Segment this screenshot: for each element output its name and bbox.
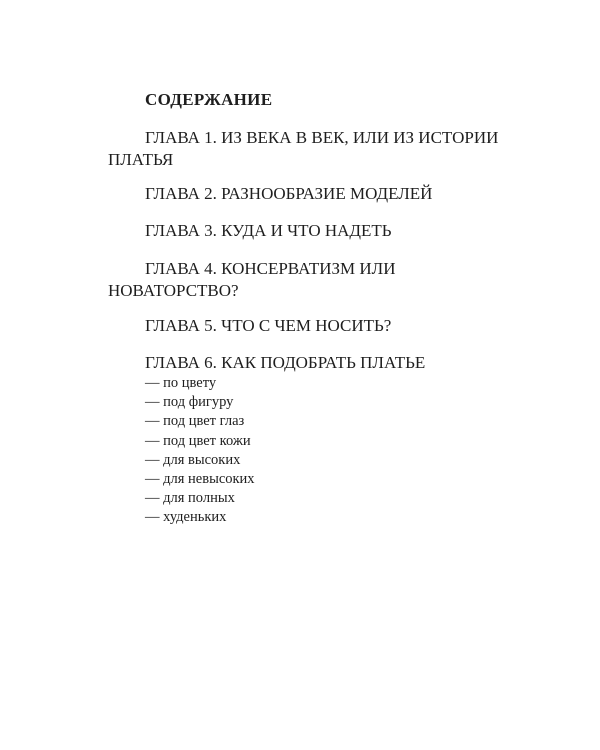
chapter-3 <box>108 220 518 242</box>
chapter-1-line-2: ПЛАТЬЯ <box>108 150 174 169</box>
list-item: — под цвет глаз <box>145 413 245 430</box>
chapter-1 <box>108 127 518 171</box>
list-item: — под фигуру <box>145 394 234 411</box>
chapter-4 <box>108 258 518 302</box>
chapter-6-subitems <box>145 374 255 528</box>
chapter-2-line-1: ГЛАВА 2. РАЗНООБРАЗИЕ МОДЕЛЕЙ <box>145 184 433 203</box>
chapter-4-line-2: НОВАТОРСТВО? <box>108 281 239 300</box>
chapter-3-line-1: ГЛАВА 3. КУДА И ЧТО НАДЕТЬ <box>145 221 392 240</box>
chapter-6 <box>108 352 518 374</box>
list-item: — под цвет кожи <box>145 432 251 449</box>
chapter-6-line-1: ГЛАВА 6. КАК ПОДОБРАТЬ ПЛАТЬЕ <box>145 353 426 372</box>
chapter-5 <box>108 315 518 337</box>
list-item: — для невысоких <box>145 471 255 488</box>
chapter-2 <box>108 183 518 205</box>
list-item: — для высоких <box>145 451 241 468</box>
list-item: — худеньких <box>145 509 227 526</box>
chapter-5-line-1: ГЛАВА 5. ЧТО С ЧЕМ НОСИТЬ? <box>145 316 392 335</box>
list-item: — для полных <box>145 490 235 507</box>
contents-heading: СОДЕРЖАНИЕ <box>145 90 273 109</box>
chapter-1-line-1: ГЛАВА 1. ИЗ ВЕКА В ВЕК, ИЛИ ИЗ ИСТОРИИ <box>145 128 499 147</box>
chapter-4-line-1: ГЛАВА 4. КОНСЕРВАТИЗМ ИЛИ <box>145 259 396 278</box>
list-item: — по цвету <box>145 375 217 391</box>
